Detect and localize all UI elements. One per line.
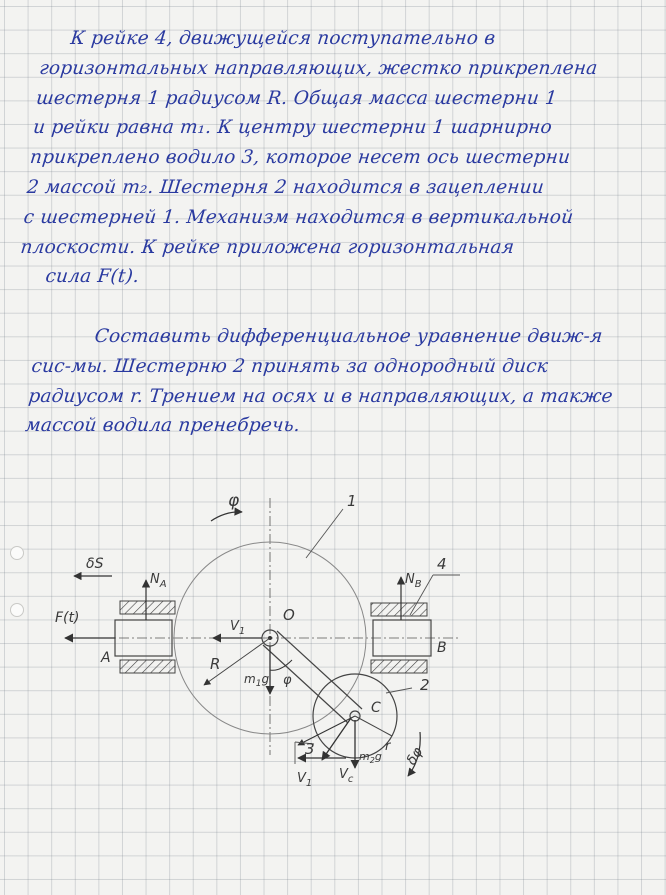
phi-arc-arrow [211,512,242,521]
label-normal-b: $N_B$ [405,572,422,590]
label-point-c: C [371,700,381,716]
label-weight-m2g: $m_2g$ [359,750,382,765]
label-carrier-3: 3 [305,740,315,758]
label-phi-top: φ [228,491,240,511]
label-velocity-v1-bottom: $V_1$ [297,771,313,789]
text-line: горизонтальных направляющих, жестко прикреплена [38,57,599,79]
label-gear-2: 2 [420,676,430,694]
text-line: и рейки равна m₁. К центру шестерни 1 шарнирно [32,117,553,139]
label-rack-4: 4 [437,555,447,573]
text-line: массой водила пренебречь. [24,415,302,437]
label-point-b: B [437,640,447,656]
text-line: радиусом r. Трением на осях и в направляющих, а также [27,385,614,407]
guide-upper-right [371,603,427,616]
label-radius-big-r: R [210,655,221,673]
text-line: сила F(t). [44,266,141,288]
label-force: F(t) [55,610,80,626]
guide-upper-left [120,601,175,614]
text-line: Составить дифференциальное уравнение движ-я [93,326,604,347]
label-radius-small-r: r [385,739,391,754]
guide-lower-left [120,660,175,673]
label-point-a: A [101,650,111,666]
guide-lower-right [371,660,427,673]
label-delta-s: δS [86,556,104,572]
label-gear-1: 1 [347,492,357,510]
text-line: сис-мы. Шестерню 2 принять за однородный диск [30,355,550,377]
text-line: плоскости. К рейке приложена горизонтальная [19,236,516,258]
label-delta-phi: δφ [403,744,427,768]
label-normal-a: $N_A$ [150,572,167,590]
text-line: 2 массой m₂. Шестерня 2 находится в зацеплении [25,176,546,198]
label-weight-m1g: $m_1g$ [244,672,270,689]
text-line: шестерня 1 радиусом R. Общая масса шестерни 1 [35,87,559,109]
label-velocity-v1: $V_1$ [230,619,246,637]
text-line: прикреплено водило 3, которое несет ось шестерни [28,147,572,169]
leader-line-1 [306,509,343,558]
text-line: с шестерней 1. Механизм находится в вертикальной [22,206,575,228]
leader-line-2 [386,688,412,693]
label-point-o: O [283,606,295,624]
text-line: К рейке 4, движущейся поступательно в [69,28,497,49]
label-velocity-vc: $V_c$ [339,767,354,785]
label-phi-mid: φ [283,673,292,688]
radius-r-line [355,716,392,736]
